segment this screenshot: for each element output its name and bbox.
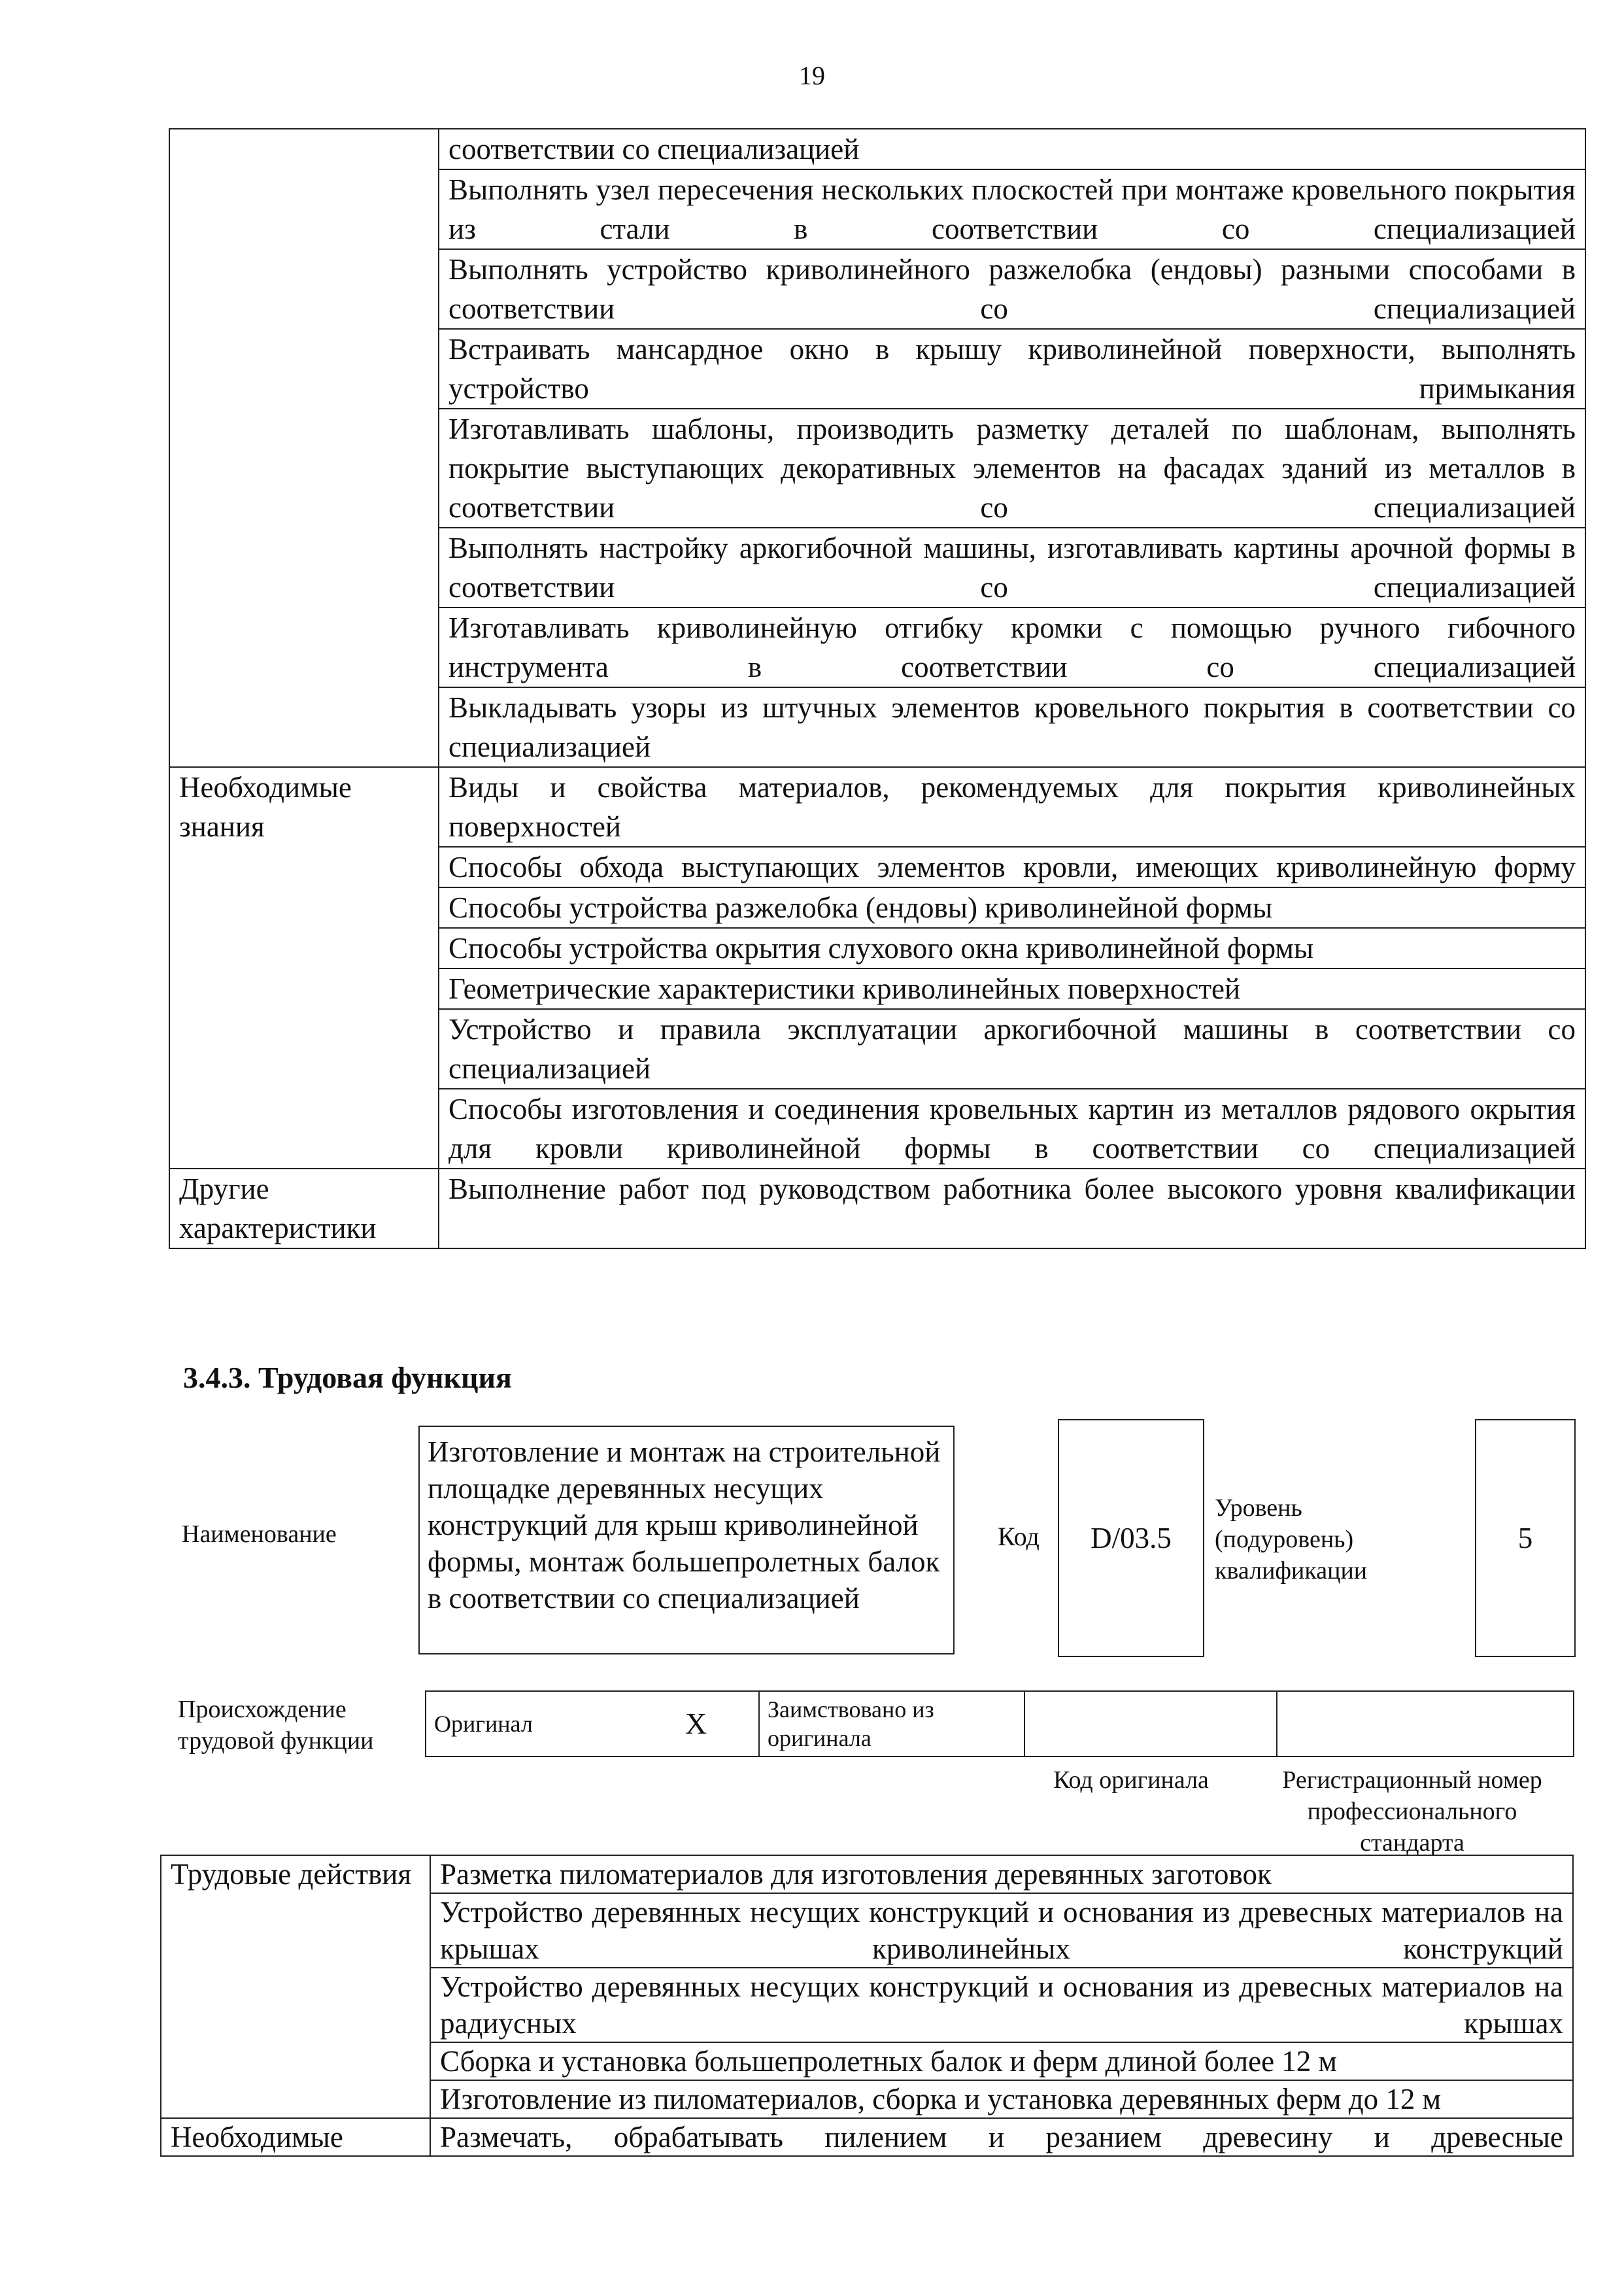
borrowed-label: Заимствовано из оригинала xyxy=(759,1691,1024,1756)
name-label: Наименование xyxy=(182,1520,337,1548)
table-cell: Устройство деревянных несущих конструкций и основания из древесных материалов на радиусных крышах xyxy=(430,1968,1573,2042)
original-code-cell xyxy=(1024,1691,1277,1756)
work-actions-table xyxy=(160,1855,1574,2157)
table-cell: Способы устройства окрытия слухового окна криволинейной формы xyxy=(439,928,1585,968)
level-label: Уровень (подуровень) квалификации xyxy=(1215,1494,1368,1585)
row-label-knowledge: Необходимые знания xyxy=(169,767,439,1169)
row-label-other: Другие характеристики xyxy=(169,1169,439,1248)
table-row xyxy=(169,1169,1585,1248)
table-cell: Способы изготовления и соединения кровельных картин из металлов рядового окрытия для кровли криволинейной формы в соответствии со специализацией xyxy=(439,1089,1585,1169)
function-name-box: Изготовление и монтаж на строительной площадке деревянных несущих конструкций для крыш криволинейной формы, монтаж большепролетных балок в соответствии со специализацией xyxy=(418,1426,955,1654)
table-cell: Способы обхода выступающих элементов кровли, имеющих криволинейную форму xyxy=(439,847,1585,887)
table-cell: Разметка пиломатериалов для изготовления деревянных заготовок xyxy=(430,1855,1573,1893)
reg-number-caption: Регистрационный номер профессионального стандарта xyxy=(1282,1766,1542,1857)
orig-code-caption: Код оригинала xyxy=(1053,1766,1209,1794)
table-cell: Выполнять настройку аркогибочной машины, изготавливать картины арочной формы в соответствии со специализацией xyxy=(439,528,1585,608)
table-row xyxy=(161,1855,1573,1893)
table-row xyxy=(161,2118,1573,2156)
section-title: 3.4.3. Трудовая функция xyxy=(183,1361,512,1394)
table-cell: Геометрические характеристики криволинейных поверхностей xyxy=(439,968,1585,1009)
row-label-required: Необходимые xyxy=(161,2118,430,2156)
table-cell: Виды и свойства материалов, рекомендуемых для покрытия криволинейных поверхностей xyxy=(439,767,1585,847)
level-value-box: 5 xyxy=(1475,1419,1576,1657)
table-row xyxy=(169,767,1585,847)
table-cell: Способы устройства разжелобка (ендовы) криволинейной формы xyxy=(439,887,1585,928)
origin-label: Происхождение трудовой функции xyxy=(178,1696,374,1755)
skills-knowledge-table xyxy=(169,128,1586,1249)
origin-table xyxy=(425,1690,1574,1757)
table-cell: Устройство и правила эксплуатации аркогибочной машины в соответствии со специализацией xyxy=(439,1009,1585,1089)
code-label: Код xyxy=(998,1522,1040,1551)
table-cell: Размечать, обрабатывать пилением и резанием древесину и древесные xyxy=(430,2118,1573,2156)
original-mark: X xyxy=(677,1691,759,1756)
table-cell: Изготавливать шаблоны, производить разметку деталей по шаблонам, выполнять покрытие выступающих декоративных элементов на фасадах зданий из металлов в соответствии со специализацией xyxy=(439,409,1585,528)
table-cell: Выполнять узел пересечения нескольких плоскостей при монтаже кровельного покрытия из стали в соответствии со специализацией xyxy=(439,169,1585,249)
table-cell: соответствии со специализацией xyxy=(439,129,1585,169)
table-cell: Изготавливать криволинейную отгибку кромки с помощью ручного гибочного инструмента в соответствии со специализацией xyxy=(439,608,1585,687)
row-label xyxy=(169,129,439,767)
reg-number-cell xyxy=(1277,1691,1574,1756)
table-cell: Выполнять устройство криволинейного разжелобка (ендовы) разными способами в соответствии со специализацией xyxy=(439,249,1585,329)
table-cell: Выкладывать узоры из штучных элементов кровельного покрытия в соответствии со специализацией xyxy=(439,687,1585,767)
original-label: Оригинал xyxy=(426,1691,677,1756)
table-cell: Сборка и установка большепролетных балок и ферм длиной более 12 м xyxy=(430,2042,1573,2080)
page-number: 19 xyxy=(799,61,825,90)
table-cell: Устройство деревянных несущих конструкций и основания из древесных материалов на крышах криволинейных конструкций xyxy=(430,1893,1573,1968)
row-label-actions: Трудовые действия xyxy=(161,1855,430,2118)
table-cell: Встраивать мансардное окно в крышу криволинейной поверхности, выполнять устройство примыкания xyxy=(439,329,1585,409)
table-cell: Изготовление из пиломатериалов, сборка и установка деревянных ферм до 12 м xyxy=(430,2080,1573,2118)
table-row xyxy=(169,129,1585,169)
table-cell: Выполнение работ под руководством работника более высокого уровня квалификации xyxy=(439,1169,1585,1248)
code-value-box: D/03.5 xyxy=(1058,1419,1204,1657)
